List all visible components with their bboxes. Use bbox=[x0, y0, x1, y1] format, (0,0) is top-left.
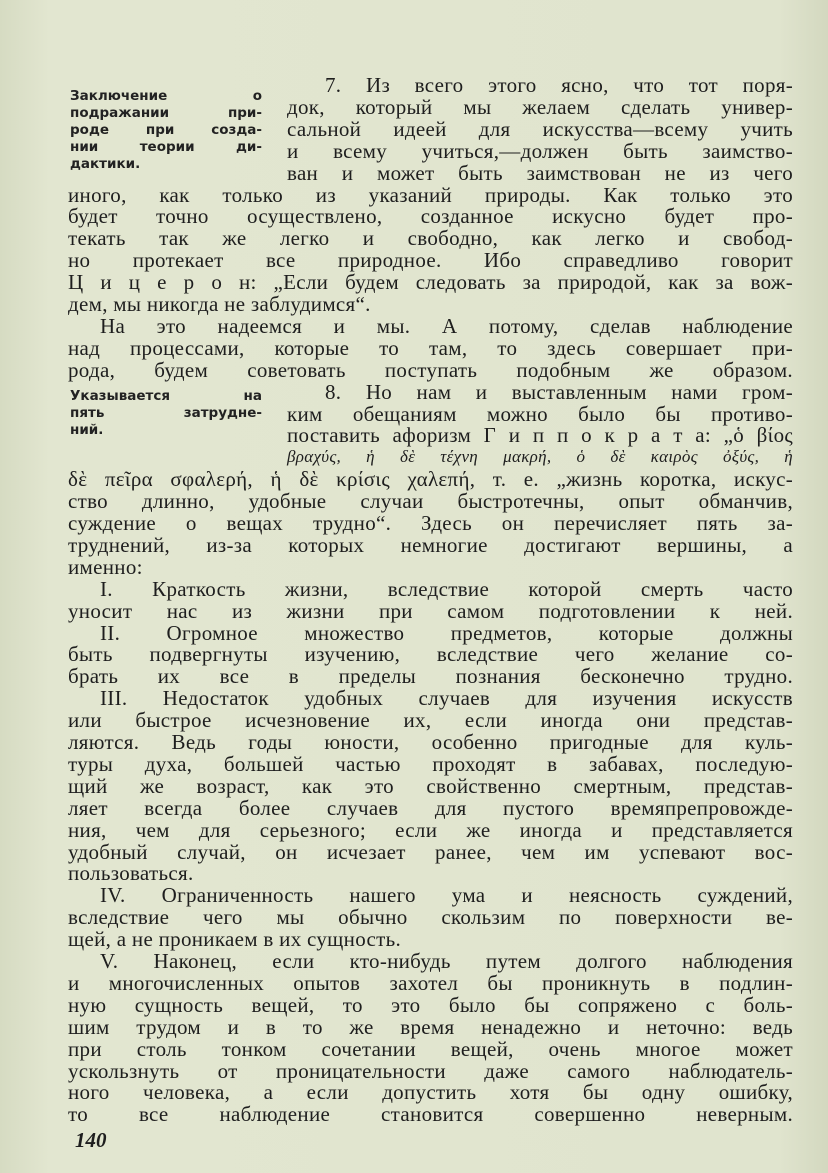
text-line: ляются. Ведь годы юности, особенно пригодные для куль- bbox=[68, 730, 793, 754]
text-line: труднений, из-за которых немногие достигают вершины, а bbox=[68, 532, 793, 557]
text-line: пользоваться. bbox=[68, 861, 194, 886]
text-line: ство длинно, удобные случаи быстротечны, опыт обманчив, bbox=[68, 489, 793, 514]
text-line: но протекает все природное. Ибо справедливо говорит bbox=[68, 248, 793, 273]
text-line: щей, а не проникаем в их сущность. bbox=[68, 927, 402, 952]
text-line: IV. Ограниченность нашего ума и неясность суждений, bbox=[100, 883, 793, 908]
text-line: и всему учиться,—должен быть заимство- bbox=[287, 138, 793, 163]
margin-note-line: пять затрудне- bbox=[70, 405, 262, 421]
text-line: δὲ πεῖρα σφαλερή, ἡ δὲ κρίσις χαλεπή, т. е. „жизнь коротка, искус- bbox=[68, 467, 793, 492]
margin-note-line: дактики. bbox=[70, 156, 141, 172]
text-line: ускользнуть от проницательности даже самого наблюдатель- bbox=[68, 1058, 793, 1083]
text-line: иного, как только из указаний природы. Как только это bbox=[68, 182, 793, 207]
text-line: щий же возраст, как это свойственно смертным, представ- bbox=[68, 773, 793, 798]
text-line: или быстрое исчезновение их, если иногда они представ- bbox=[68, 708, 793, 733]
text-line: то все наблюдение становится совершенно неверным. bbox=[68, 1102, 793, 1127]
text-line: именно: bbox=[68, 554, 143, 579]
text-line: ния, чем для серьезного; если же иногда и представляется bbox=[68, 817, 793, 842]
margin-note bbox=[70, 388, 262, 439]
text-line: 7. Из всего этого ясно, что тот поря- bbox=[325, 73, 793, 97]
text-line: ного человека, а если допустить хотя бы одну ошибку, bbox=[68, 1080, 793, 1105]
margin-note-line: Указывается на bbox=[70, 388, 262, 404]
text-line: при столь тонком сочетании вещей, очень многое может bbox=[68, 1036, 793, 1061]
margin-note-line: нии теории ди- bbox=[70, 139, 262, 155]
text-line: удобный случай, он исчезает ранее, чем им успевают вос- bbox=[68, 839, 793, 864]
text-line: рода, будем советовать поступать подобным же образом. bbox=[68, 357, 793, 382]
text-line: док, который мы желаем сделать универ- bbox=[287, 94, 793, 119]
text-line: дем, мы никогда не заблудимся“. bbox=[68, 292, 371, 316]
text-line: I. Краткость жизни, вследствие которой смерть часто bbox=[100, 576, 793, 601]
margin-note bbox=[70, 88, 262, 173]
margin-note-line: подражании при- bbox=[70, 105, 262, 121]
text-line: вследствие чего мы обычно скользим по поверхности ве- bbox=[68, 905, 793, 930]
text-line: ляет всегда более случаев для пустого времяпрепровожде- bbox=[68, 795, 793, 820]
text-line: и многочисленных опытов захотел бы проникнуть в подлин- bbox=[68, 970, 793, 995]
text-line: текать так же легко и свободно, как легко и свобод- bbox=[68, 226, 793, 251]
text-line: поставить афоризм Г и п п о к р а т а: „ὁ βίος bbox=[287, 423, 793, 448]
text-line: III. Недостаток удобных случаев для изучения искусств bbox=[100, 686, 793, 711]
text-line: 8. Но нам и выставленным нами гром- bbox=[325, 379, 793, 404]
margin-note-line: роде при созда- bbox=[70, 122, 262, 138]
text-line: туры духа, большей частью проходят в забавах, последую- bbox=[68, 751, 793, 776]
text-line: будет точно осуществлено, созданное искусно будет про- bbox=[68, 204, 793, 229]
text-line: уносит нас из жизни при самом подготовлении к ней. bbox=[68, 598, 793, 623]
text-line: βραχύς, ἡ δὲ τέχνη μακρή, ὁ δὲ καιρὸς ὀξύς, ἡ bbox=[287, 447, 793, 467]
text-line: ким обещаниям можно было бы противо- bbox=[287, 401, 793, 426]
text-line: ван и может быть заимствован не из чего bbox=[287, 160, 793, 185]
text-line: сальной идеей для искусства—всему учить bbox=[287, 116, 793, 141]
text-line: брать их все в пределы познания бесконечно трудно. bbox=[68, 664, 793, 689]
text-line: Ц и ц е р о н: „Если будем следовать за природой, как за вож- bbox=[68, 270, 793, 295]
page-number: 140 bbox=[75, 1128, 107, 1152]
text-line: шим трудом и в то же время ненадежно и неточно: ведь bbox=[68, 1014, 793, 1039]
margin-note-line: ний. bbox=[70, 422, 104, 438]
text-line: ную сущность вещей, то это было бы сопряжено с боль- bbox=[68, 992, 793, 1017]
text-line: V. Наконец, если кто-нибудь путем долгого наблюдения bbox=[100, 949, 793, 973]
margin-note-line: Заключение о bbox=[70, 88, 262, 104]
text-line: На это надеемся и мы. А потому, сделав наблюдение bbox=[100, 313, 793, 338]
text-line: II. Огромное множество предметов, которые должны bbox=[100, 620, 793, 645]
text-line: суждение о вещах трудно“. Здесь он перечисляет пять за- bbox=[68, 511, 793, 535]
text-line: быть подвергнуты изучению, вследствие чего желание со- bbox=[68, 642, 793, 667]
text-line: над процессами, которые то там, то здесь совершает при- bbox=[68, 335, 793, 360]
